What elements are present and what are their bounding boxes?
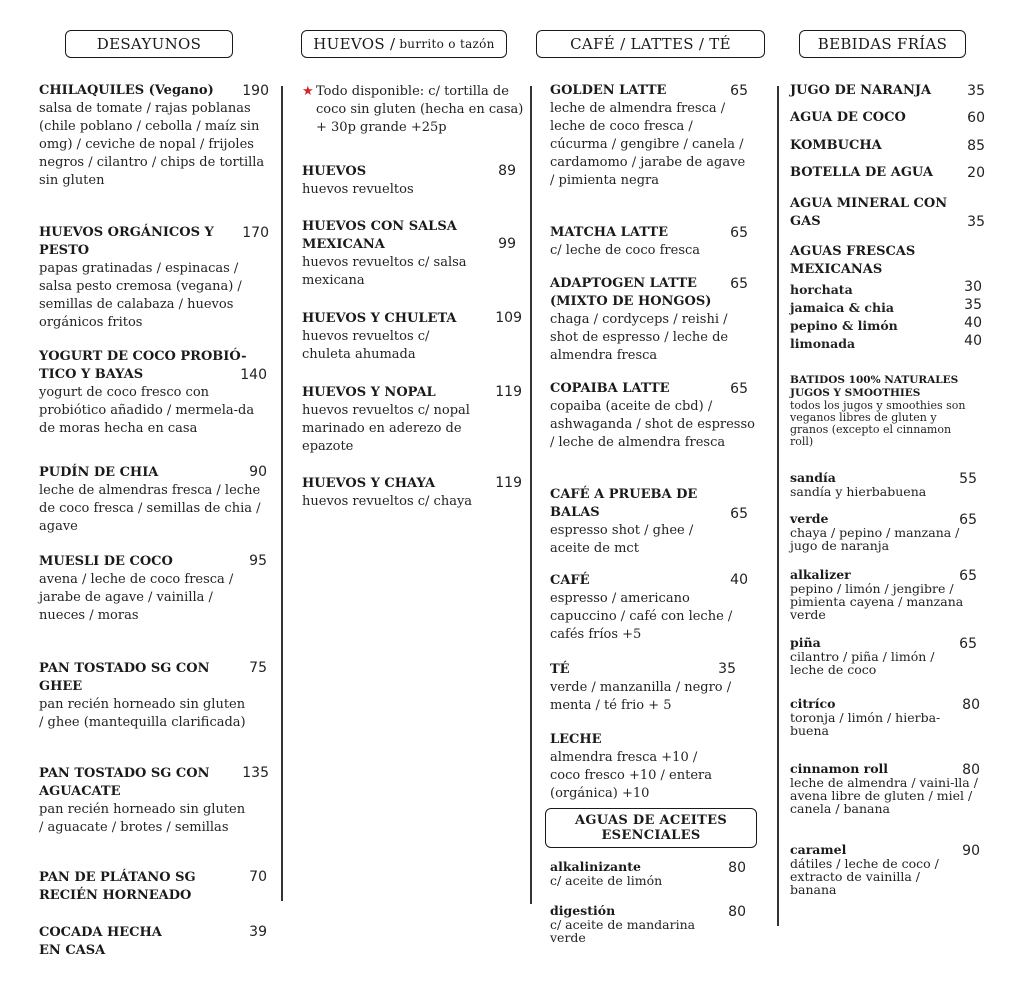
item-desc: almendra fresca +10 / coco fresco +10 / entera (orgánica) +10 [550,750,713,801]
item-price: 35 [967,214,985,230]
item-name: alkalinizante [550,859,641,874]
item-name: LECHE [550,732,602,747]
item-price: 65 [959,568,977,584]
menu-item [39,869,269,905]
menu-item [790,137,985,155]
item-price: 35 [967,83,985,99]
item-name: piña [790,635,821,650]
menu-item [790,568,977,621]
menu-item [790,82,985,100]
item-desc: leche de almendra fresca / leche de coco fresca / cúcurma / gengibre / canela / cardamomo / jarabe de agave / pimienta negra [550,101,746,188]
item-desc: leche de almendra / vaini-lla / avena libre de gluten / miel / canela / banana [790,775,978,816]
item-name: PAN TOSTADO SG CON AGUACATE [39,766,210,799]
item-price: 40 [730,572,748,588]
star-icon: ★ [302,84,314,99]
list-item [790,279,982,297]
menu-item [302,384,522,456]
menu-item [550,661,736,715]
item-name: COCADA HECHA EN CASA [39,925,162,958]
menu-item [550,904,746,944]
note-text: Todo disponible: c/ tortilla de coco sin gluten (hecha en casa) + 30p grande +25p [316,84,524,135]
menu-item [302,475,522,511]
item-name: AGUA MINERAL CON GAS [790,196,948,229]
item-name: AGUA DE COCO [790,110,906,125]
list-item [790,333,982,351]
header-huevos-title: HUEVOS / [313,35,396,53]
item-price: 65 [959,512,977,528]
item-desc: huevos revueltos c/ nopal marinado en aderezo de epazote [302,403,470,454]
item-name: PAN TOSTADO SG CON GHEE [39,661,210,694]
menu-item [790,164,985,182]
item-desc: pepino / limón / jengibre / pimienta cayena / manzana verde [790,581,964,622]
item-desc: c/ aceite de limón [550,873,663,888]
item-price: 109 [495,310,522,326]
item-desc: espresso shot / ghee / aceite de mct [550,523,694,556]
aguas-frescas-section [790,243,982,351]
item-price: 65 [959,636,977,652]
item-name: CAFÉ [550,573,590,588]
item-name: ADAPTOGEN LATTE (MIXTO DE HONGOS) [550,276,712,309]
column-divider [281,86,283,901]
menu-item [790,843,980,896]
item-price: 85 [967,138,985,154]
item-price: 80 [962,762,980,778]
menu-item [550,860,746,887]
menu-item [302,218,520,290]
item-name: HUEVOS Y CHAYA [302,476,436,491]
header-desayunos: DESAYUNOS [65,30,233,58]
item-name: jamaica & chia [790,300,894,315]
item-name: caramel [790,842,847,857]
item-name: COPAIBA LATTE [550,381,670,396]
item-desc: chaya / pepino / manzana / jugo de naranja [790,525,960,553]
item-price: 70 [249,869,267,885]
menu-item [39,660,269,732]
item-name: YOGURT DE COCO PROBIÓ-TICO Y BAYAS [39,349,247,382]
item-desc: cilantro / piña / limón / leche de coco [790,649,935,677]
item-price: 75 [249,660,267,676]
item-price: 20 [967,165,985,181]
item-name: MATCHA LATTE [550,225,668,240]
item-price: 35 [718,661,736,677]
menu-item [39,924,269,960]
menu-item [302,310,522,364]
item-desc: c/ aceite de mandarina verde [550,917,696,945]
menu-item [39,553,269,625]
item-name: KOMBUCHA [790,138,882,153]
column-divider [530,86,532,904]
item-desc: leche de almendras fresca / leche de coco fresca / semillas de chia / agave [39,483,261,534]
item-desc: pan recién horneado sin gluten / ghee (mantequilla clarificada) [39,697,246,730]
section-note: todos los jugos y smoothies son veganos libres de gluten y granos (excepto el cinnamon roll) [790,399,966,448]
item-price: 65 [730,225,748,241]
menu-item [550,224,748,260]
item-price: 135 [242,765,269,781]
section-title: BATIDOS 100% NATURALES JUGOS Y SMOOTHIES [790,374,959,399]
item-name: horchata [790,282,853,297]
menu-item [550,82,748,190]
header-aguas-aceites: AGUAS DE ACEITES ESENCIALES [545,808,757,848]
item-price: 40 [964,315,982,331]
header-bebidas: BEBIDAS FRÍAS [799,30,966,58]
menu-item [790,512,977,552]
item-name: HUEVOS Y CHULETA [302,311,457,326]
item-desc: verde / manzanilla / negro / menta / té frio + 5 [550,680,732,713]
item-name: HUEVOS Y NOPAL [302,385,436,400]
item-price: 80 [728,904,746,920]
menu-item [39,224,269,332]
item-desc: huevos revueltos c/ chuleta ahumada [302,329,430,362]
item-desc: yogurt de coco fresco con probiótico añadido / mermela-da de moras hecha en casa [39,385,255,436]
item-name: CAFÉ A PRUEBA DE BALAS [550,487,698,520]
menu-item [550,380,762,452]
item-desc: sandía y hierbabuena [790,484,927,499]
item-price: 55 [959,471,977,487]
batidos-section [790,374,985,448]
menu-item [550,572,748,644]
item-desc: copaiba (aceite de cbd) / ashwaganda / shot de espresso / leche de almendra fresca [550,399,755,450]
item-price: 90 [962,843,980,859]
item-price: 95 [249,553,267,569]
item-desc: huevos revueltos c/ salsa mexicana [302,255,467,288]
item-desc: c/ leche de coco fresca [550,243,701,258]
item-price: 65 [730,506,748,522]
menu-item [302,163,520,199]
item-desc: salsa de tomate / rajas poblanas (chile poblano / cebolla / maíz sin omg) / ceviche de nopal / frijoles negros / cilantro / chips de tortilla sin gluten [39,101,265,188]
item-name: HUEVOS CON SALSA MEXICANA [302,219,457,252]
item-desc: chaga / cordyceps / reishi / shot de espresso / leche de almendra fresca [550,312,729,363]
item-name: citríco [790,696,836,711]
menu-item [790,762,980,815]
item-desc: huevos revueltos [302,182,414,197]
menu-item [790,697,980,737]
item-price: 65 [730,276,748,292]
item-price: 65 [730,83,748,99]
item-name: cinnamon roll [790,761,889,776]
item-price: 35 [964,297,982,313]
item-desc: dátiles / leche de coco / extracto de vainilla / banana [790,856,939,897]
item-price: 89 [498,163,516,179]
menu-item [39,348,269,438]
list-item [790,315,982,333]
item-name: BOTELLA DE AGUA [790,165,933,180]
column-divider [777,86,779,926]
menu-item [39,464,269,536]
item-price: 170 [242,225,269,241]
item-desc: papas gratinadas / espinacas / salsa pesto cremosa (vegana) / semillas de calabaza / huevos orgánicos fritos [39,261,242,330]
header-huevos-sub: burrito o tazón [399,37,495,51]
item-name: PAN DE PLÁTANO SG RECIÉN HORNEADO [39,870,196,903]
item-price: 39 [249,924,267,940]
menu-item [790,195,985,231]
item-name: limonada [790,336,856,351]
list-item [790,297,982,315]
menu-item [39,765,269,837]
item-price: 65 [730,381,748,397]
item-desc: avena / leche de coco fresca / jarabe de agave / vainilla / nueces / moras [39,572,234,623]
item-name: PUDÍN DE CHIA [39,465,159,480]
item-name: pepino & limón [790,318,898,333]
menu-item [790,636,977,676]
item-name: JUGO DE NARANJA [790,83,932,98]
menu-item [790,109,985,127]
item-price: 80 [962,697,980,713]
header-huevos [301,30,507,58]
item-name: digestión [550,903,616,918]
menu-item [790,471,977,498]
item-price: 80 [728,860,746,876]
item-price: 99 [498,236,516,252]
item-name: verde [790,511,829,526]
header-cafe: CAFÉ / LATTES / TÉ [536,30,765,58]
item-name: alkalizer [790,567,851,582]
menu-item [550,731,748,803]
item-name: HUEVOS [302,164,367,179]
item-price: 190 [242,83,269,99]
item-price: 90 [249,464,267,480]
section-title: AGUAS FRESCAS MEXICANAS [790,244,916,277]
item-price: 140 [240,367,267,383]
item-name: TÉ [550,662,570,677]
item-desc: toronja / limón / hierba-buena [790,710,941,738]
item-desc: pan recién horneado sin gluten / aguacate / brotes / semillas [39,802,246,835]
menu-item [39,82,269,190]
item-price: 30 [964,279,982,295]
item-desc: espresso / americano capuccino / café con leche / cafés fríos +5 [550,591,733,642]
item-name: sandía [790,470,836,485]
item-price: 40 [964,333,982,349]
item-name: GOLDEN LATTE [550,83,667,98]
huevos-note [302,83,524,137]
item-name: MUESLI DE COCO [39,554,173,569]
item-desc: huevos revueltos c/ chaya [302,494,473,509]
item-name: HUEVOS ORGÁNICOS Y PESTO [39,225,214,258]
menu-item [550,275,748,365]
item-price: 119 [495,475,522,491]
item-name: CHILAQUILES (Vegano) [39,83,214,98]
menu-item [550,486,748,558]
item-price: 119 [495,384,522,400]
item-price: 60 [967,110,985,126]
